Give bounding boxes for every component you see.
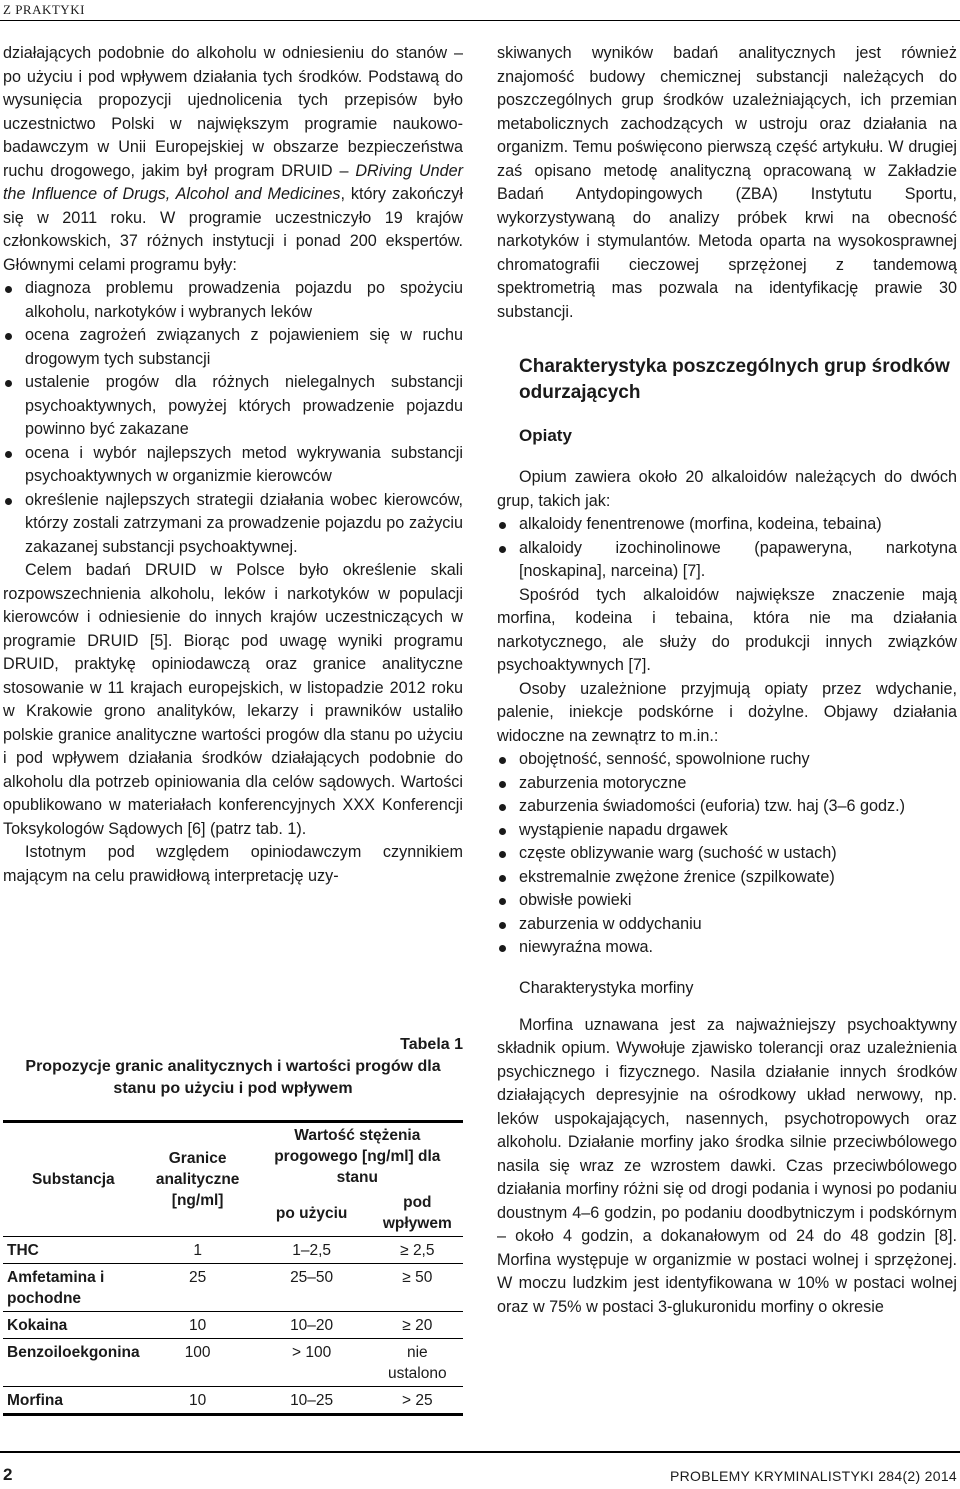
list-item: alkaloidy fenentrenowe (morfina, kodeina, tebaina) — [497, 513, 957, 537]
left-column — [3, 42, 463, 888]
right-paragraph-3: Spośród tych alkaloidów największe znaczenie mają morfina, kodeina i tebaina, która nie ma działania narkotycznego, ale służy do produkcji innych związków psychoaktywnych [7]. — [497, 585, 957, 674]
list-item: wystąpienie napadu drgawek — [497, 819, 957, 843]
column-header-after-use: po użyciu — [275, 1204, 348, 1222]
table-row: Morfina 10 10–25 > 25 — [3, 1387, 463, 1415]
symptoms-list — [497, 748, 957, 960]
druid-acronym-expansion: DRiving Under the Influence of Drugs, Alcohol and Medicines — [3, 161, 463, 203]
right-paragraph-4: Osoby uzależnione przyjmują opiaty przez wdychanie, palenie, iniekcje podskórne i dożylne. Objawy działania widoczne na zewnątrz to m.in.: — [497, 679, 957, 745]
right-paragraph-5: Morfina uznawana jest za najważniejszy psychoaktywny składnik opium. Wywołuje zjawisko tolerancji oraz uzależnienia psychicznego i fizycznego. Nasila działanie innych środków działających depresyjnie na ośrodkowy układ nerwowy, np. leków uspokajających, nasennych, psychotropowych oraz alkoholu. Działanie morfiny jako środka silnie przeciwbólowego nasila się wraz ze wzrostem dawki. Czas przeciwbólowego działania morfiny różni się od drogi podania i wynosi po podaniu doustnym 4–6 godzin, po podaniu doodbytniczym i podskórnym – około 4 godzin, a dokanałowym od 24 do 48 godzin [8]. Morfina występuje w organizmie w postaci wolnej i sprzężonej. W moczu ludzkim jest identyfikowana w 10% w postaci wolnej oraz w 75% w postaci 3-glukuronidu morfiny o okresie — [497, 1015, 957, 1316]
page-number: 2 — [3, 1465, 13, 1484]
right-paragraph-2: Opium zawiera około 20 alkaloidów należących do dwóch grup, takich jak: — [497, 468, 957, 510]
subsection-heading: Opiaty — [519, 426, 572, 445]
list-item: zaburzenia w oddychaniu — [497, 913, 957, 937]
column-header-under-influence: pod wpływem — [382, 1194, 452, 1232]
page-header — [0, 0, 960, 24]
journal-name: PROBLEMY KRYMINALISTYKI 284(2) 2014 — [670, 1468, 957, 1484]
table-header-row — [3, 1122, 463, 1191]
subsubsection-heading: Charakterystyka morfiny — [519, 978, 694, 997]
table-1 — [3, 1034, 463, 1416]
table-row: Benzoiloekgonina 100 > 100 nie ustalono — [3, 1339, 463, 1387]
table-row: THC 1 1–2,5 ≥ 2,5 — [3, 1237, 463, 1264]
threshold-table — [3, 1120, 463, 1416]
column-header-substance: Substancja — [31, 1171, 115, 1188]
table-row: Kokaina 10 10–20 ≥ 20 — [3, 1312, 463, 1339]
list-item: obwisłe powieki — [497, 889, 957, 913]
list-item: ocena i wybór najlepszych metod wykrywania substancji psychoaktywnych w organizmie kierowców — [3, 442, 463, 489]
list-item: ocena zagrożeń związanych z pojawieniem się w ruchu drogowym tych substancji — [3, 324, 463, 371]
left-paragraph-3: Istotnym pod względem opiniodawczym czynnikiem mającym na celu prawidłową interpretację uzy- — [3, 843, 463, 885]
right-column — [497, 42, 957, 1319]
list-item: ekstremalnie zwężone źrenice (szpilkowate) — [497, 866, 957, 890]
left-paragraph-2: Celem badań DRUID w Polsce było określenie skali rozpowszechnienia alkoholu, leków i narkotyków w populacji kierowców i odniesienie do innych krajów uczestniczących w programie DRUID [5]. Biorąc pod uwagę wyniki programu DRUID, praktykę opiniodawczą oraz granice analityczne stosowanie w 11 krajach europejskich, w listopadzie 2012 roku w Krakowie grono analityków, lekarzy i prawników ustaliło polskie granice analityczne wartości progów dla stanu po użyciu i pod wpływem działania środków działających podobnie do alkoholu dla potrzeb opiniowania dla celów sądowych. Wartości opublikowano w materiałach konferencyjnych XXX Konferencji Toksykologów Sądowych [6] (patrz tab. 1). — [3, 561, 463, 838]
list-item: zaburzenia świadomości (euforia) tzw. haj (3–6 godz.) — [497, 795, 957, 819]
column-header-values: Wartość stężenia progowego [ng/ml] dla stanu — [274, 1127, 441, 1186]
druid-goals-list — [3, 277, 463, 559]
list-item: alkaloidy izochinolinowe (papaweryna, narkotyna [noskapina], narceina) [7]. — [497, 537, 957, 584]
alkaloid-list — [497, 513, 957, 584]
footer-rule — [0, 1451, 960, 1453]
list-item: diagnoza problemu prowadzenia pojazdu po spożyciu alkoholu, narkotyków i wybranych leków — [3, 277, 463, 324]
left-paragraph-1: działających podobnie do alkoholu w odniesieniu do stanów – po użyciu i pod wpływem działania tych środków. Podstawą do wysunięcia propozycji ujednolicenia tych przepisów było uczestnictwo Polski w największym programie naukowo-badawczym w Unii Europejskiej w obszarze bezpieczeństwa ruchu drogowego, jakim był program DRUID – DRiving Under the Influence of Drugs, Alcohol and Medicines, który zakończył się w 2011 roku. W programie uczestniczyło 19 krajów członkowskich, 37 różnych instytucji i ponad 200 ekspertów. Głównymi celami programu były: — [3, 44, 463, 274]
list-item: ustalenie progów dla różnych nielegalnych substancji psychoaktywnych, powyżej których prowadzenie pojazdu powinno być zakazane — [3, 371, 463, 442]
list-item: zaburzenia motoryczne — [497, 772, 957, 796]
header-rule — [0, 20, 960, 21]
list-item: obojętność, senność, spowolnione ruchy — [497, 748, 957, 772]
right-paragraph-1: skiwanych wyników badań analitycznych jest również znajomość budowy chemicznej substancji należących do poszczególnych grup środków uzależniających, ich przemian metabolicznych zachodzących w ustroju oraz działania na organizm. Temu poświęcono pierwszą część artykułu. W drugiej zaś opisano metodę analityczną opracowaną w Zakładzie Badań Antydopingowych (ZBA) Instytutu Sportu, wykorzystywaną do analizy próbek krwi na obecność narkotyków i stymulantów. Metoda oparta na wysokosprawnej chromatografii cieczowej sprzężonej z tandemową spektrometrią mas pozwala na identyfikację prawie 30 substancji. — [497, 44, 957, 321]
table-label: Tabela 1 — [400, 1036, 463, 1053]
list-item: częste oblizywanie warg (suchość w ustach) — [497, 842, 957, 866]
list-item: określenie najlepszych strategii działania wobec kierowców, którzy zostali zatrzymani za prowadzenie pojazdu po zażyciu zakazanej substancji psychoaktywnej. — [3, 489, 463, 560]
section-heading: Charakterystyka poszczególnych grup środków odurzających — [519, 356, 950, 403]
table-title: Propozycje granic analitycznych i wartości progów dla stanu po użyciu i pod wpływem — [25, 1058, 441, 1097]
column-header-limits: Granice analityczne [ng/ml] — [155, 1150, 240, 1209]
section-label: Z PRAKTYKI — [3, 2, 85, 17]
table-row: Amfetamina i pochodne 25 25–50 ≥ 50 — [3, 1264, 463, 1312]
list-item: niewyraźna mowa. — [497, 936, 957, 960]
